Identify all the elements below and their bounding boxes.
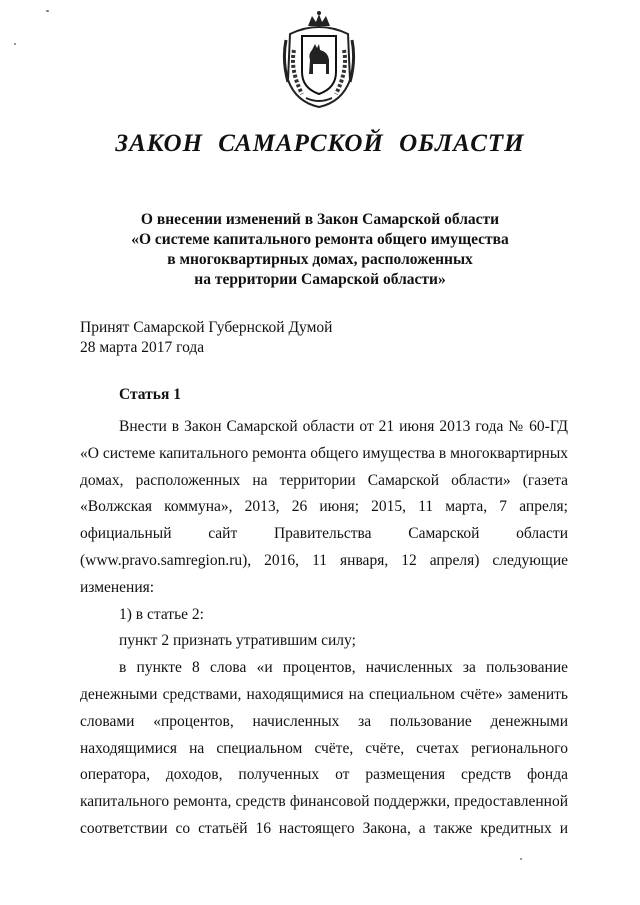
body-line: «О системе капитального ремонта общего имущества в многоквартирных — [80, 444, 568, 462]
law-title: ЗАКОН САМАРСКОЙ ОБЛАСТИ — [115, 130, 525, 157]
scan-speck — [14, 43, 16, 45]
subtitle-line: «О системе капитального ремонта общего имущества — [131, 231, 509, 248]
article-body — [80, 414, 568, 843]
body-line: Внести в Закон Самарской области от 21 июня 2013 года № 60-ГД — [119, 418, 568, 435]
scan-speck — [46, 10, 49, 12]
body-line: словами «процентов, начисленных за пользование денежными — [80, 712, 568, 730]
body-line: соответствии со статьёй 16 настоящего Закона, а также кредитных и — [80, 819, 568, 837]
coat-of-arms-emblem — [282, 10, 356, 110]
scan-speck — [520, 858, 522, 860]
body-line: капитального ремонта, средств финансовой поддержки, предоставленной — [80, 793, 568, 811]
body-line: пункт 2 признать утратившим силу; — [119, 632, 356, 650]
body-line: оператора, доходов, полученных от размещения средств фонда — [80, 766, 568, 784]
body-line: изменения: — [80, 578, 155, 596]
body-line: «Волжская коммуна», 2013, 26 июня; 2015, 11 марта, 7 апреля; — [80, 498, 568, 516]
subtitle-line: на территории Самарской области» — [194, 271, 446, 288]
article-heading: Статья 1 — [119, 386, 181, 403]
body-line: официальный сайт Правительства Самарской области — [80, 525, 568, 543]
law-subtitle — [0, 210, 640, 290]
adoption-line: Принят Самарской Губернской Думой — [80, 319, 333, 336]
adoption-date: 28 марта 2017 года — [80, 339, 205, 356]
body-line: находящимися на специальном счёте, счёте, счетах регионального — [80, 739, 568, 757]
subtitle-line: в многоквартирных домах, расположенных — [167, 251, 473, 268]
body-line: денежными средствами, находящимися на специальном счёте» заменить — [80, 685, 568, 703]
adoption-note — [80, 318, 332, 358]
subtitle-line: О внесении изменений в Закон Самарской области — [140, 211, 500, 228]
body-line: 1) в статье 2: — [119, 605, 204, 623]
body-line: (www.pravo.samregion.ru), 2016, 11 января, 12 апреля) следующие — [80, 551, 568, 569]
body-line: в пункте 8 слова «и процентов, начисленных за пользование — [119, 659, 568, 677]
body-line: домах, расположенных на территории Самарской области» (газета — [80, 471, 568, 489]
